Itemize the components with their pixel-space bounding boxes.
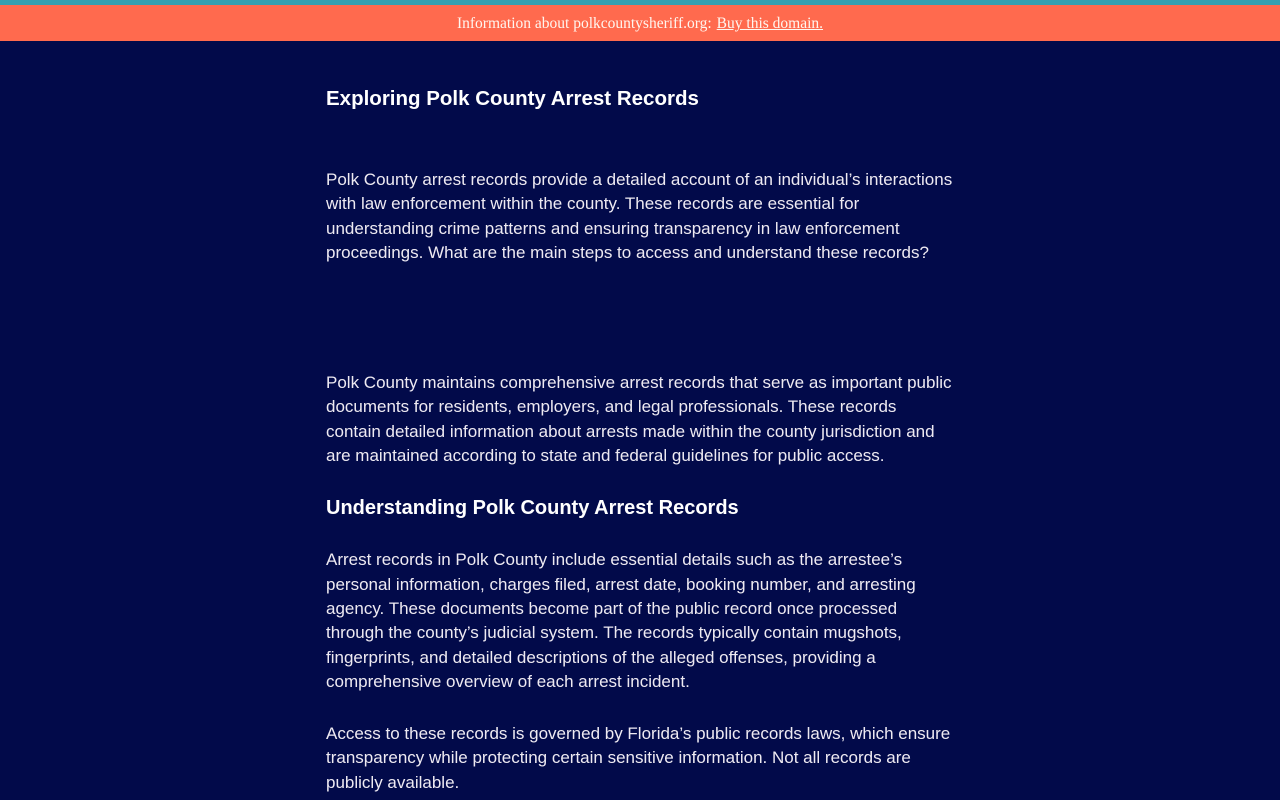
access-paragraph: Access to these records is governed by Florida’s public records laws, which ensure transparency while protecting certain sensitive information. Not all records are publicly available. [326, 724, 951, 792]
domain-sale-banner [0, 5, 1280, 41]
intro-paragraph: Polk County maintains comprehensive arrest records that serve as important public documents for residents, employers, and legal professionals. These records contain detailed information about arrests made within the county jurisdiction and are maintained according to state and federal guidelines for public access. [326, 373, 952, 466]
section-heading: Understanding Polk County Arrest Records [326, 497, 739, 520]
question-paragraph: Polk County arrest records provide a detailed account of an individual’s interactions with law enforcement within the county. These records are essential for understanding crime patterns and ensuring transparency in law enforcement proceedings. What are the main steps to access and understand these records? [326, 170, 953, 262]
article [326, 41, 954, 795]
page-title: Exploring Polk County Arrest Records [326, 87, 699, 110]
details-paragraph: Arrest records in Polk County include essential details such as the arrestee’s personal information, charges filed, arrest date, booking number, and arresting agency. These documents become part of the public record once processed through the county’s judicial system. The records typically contain mugshots, fingerprints, and detailed descriptions of the alleged offenses, providing a comprehensive overview of each arrest incident. [326, 550, 916, 691]
banner-text: Information about polkcountysheriff.org: [456, 15, 712, 32]
buy-domain-link[interactable]: Buy this domain. [716, 15, 824, 32]
